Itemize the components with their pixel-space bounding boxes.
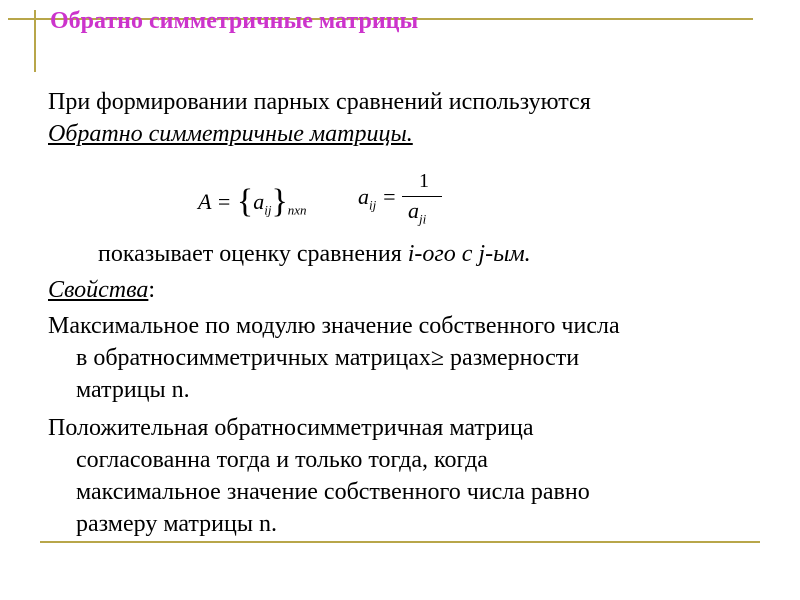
- element-lhs-a: a: [358, 184, 369, 209]
- property-2-line: Положительная обратносимметричная матрица: [48, 415, 534, 441]
- fraction-numerator: 1: [419, 170, 429, 192]
- slide-title: Обратно симметричные матрицы: [50, 8, 419, 34]
- property-2-line: максимальное значение собственного числа равно: [76, 479, 590, 505]
- property-2-line: согласованна тогда и только тогда, когда: [76, 447, 488, 473]
- comparison-plain: показывает оценку сравнения: [98, 241, 408, 267]
- fraction-bar: [402, 196, 442, 197]
- element-lhs-sub: ij: [369, 197, 377, 213]
- element-eq: =: [376, 184, 397, 209]
- formula-area: [190, 170, 450, 227]
- properties-colon: :: [148, 277, 156, 303]
- slide-content: [48, 86, 768, 150]
- left-rule: [34, 10, 36, 72]
- properties-heading: [48, 274, 768, 306]
- element-definition: [358, 170, 458, 227]
- matrix-lhs: A =: [198, 189, 232, 214]
- matrix-element-sub: ij: [264, 202, 272, 218]
- matrix-brace-open: {: [236, 183, 254, 220]
- matrix-size-sub: nxn: [287, 202, 307, 218]
- property-1-line: в обратносимметричных матрицах≥ размерности: [76, 345, 580, 371]
- property-2-line: размеру матрицы n.: [76, 511, 277, 537]
- bottom-rule: [40, 541, 760, 543]
- property-1-line: матрицы n.: [76, 377, 190, 403]
- matrix-element: a: [253, 189, 265, 214]
- denominator-a: a: [408, 198, 419, 223]
- slide-content-lower: [48, 238, 768, 540]
- matrix-brace-close: }: [271, 183, 288, 220]
- fraction-denominator: [408, 198, 426, 227]
- properties-label: Свойства: [48, 277, 149, 303]
- matrix-definition: [198, 180, 307, 218]
- denominator-sub: ji: [419, 211, 427, 227]
- comparison-line: [48, 238, 768, 270]
- property-2: [48, 412, 768, 540]
- comparison-italic: i-ого с j-ым.: [407, 241, 531, 267]
- element-lhs: [358, 184, 397, 213]
- property-1: [48, 310, 768, 406]
- property-1-line: Максимальное по модулю значение собственного числа: [48, 313, 620, 339]
- intro-line: При формировании парных сравнений используются: [48, 89, 591, 115]
- intro-term: Обратно симметричные матрицы.: [48, 121, 413, 147]
